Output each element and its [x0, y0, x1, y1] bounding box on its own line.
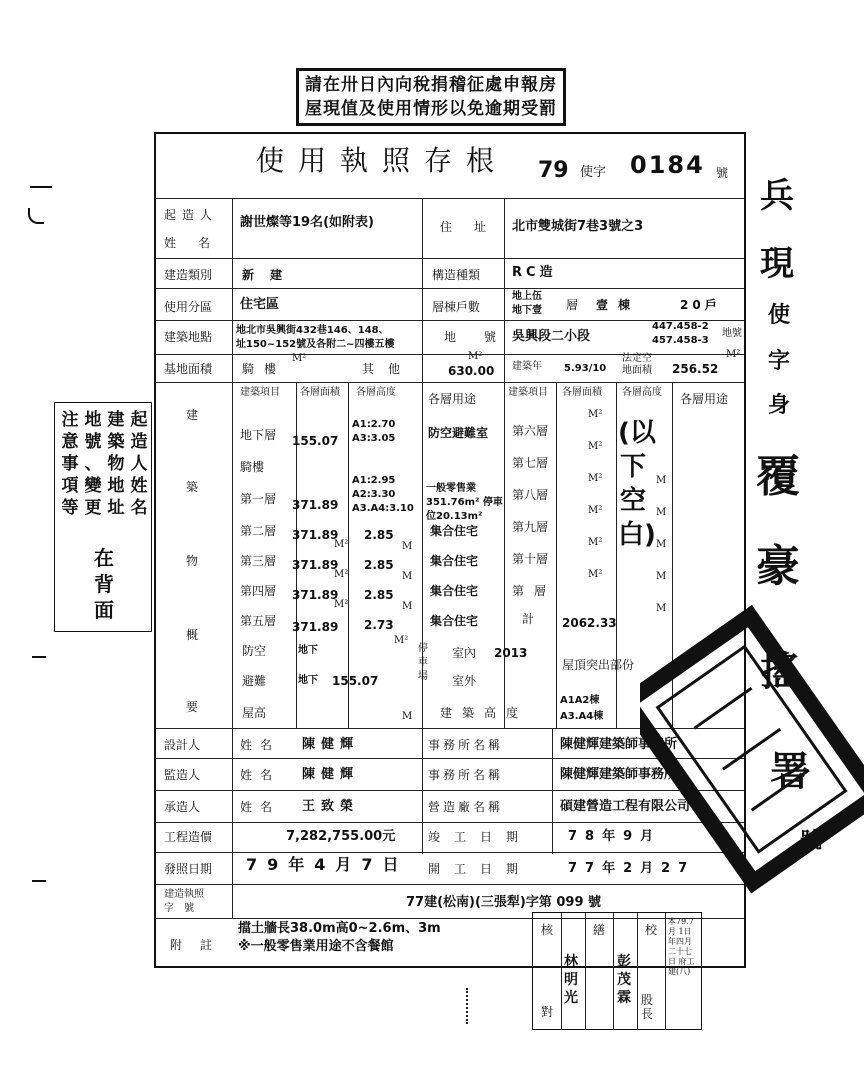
head-area-right: 各層面積 [562, 387, 602, 398]
blank-mark: (以下空白) [618, 418, 656, 550]
side-label-3: 物 [186, 554, 199, 568]
head-item: 建築項目 [240, 387, 280, 398]
remarks-line-2: ※一般零售業用途不含餐館 [238, 939, 394, 954]
margin-mark [30, 186, 52, 188]
side-label-1: 建 [186, 408, 199, 422]
build-type-value: 新建 [242, 268, 299, 282]
other-unit: M² [468, 351, 483, 362]
arcade-unit: M² [292, 353, 307, 364]
margin-mark [28, 208, 44, 224]
head-use-right: 各層用途 [680, 392, 729, 406]
approval-name-2: 彭茂霖 [617, 954, 631, 1006]
contractor-firm: 碩建營造工程有限公司 [560, 799, 691, 814]
designer-office: 陳健輝建築師事務所 [560, 737, 678, 752]
start-label: 開工日期 [428, 862, 533, 876]
supervisor-label: 監造人 [164, 768, 201, 782]
unit-m: M [402, 711, 413, 722]
permit-label-2: 字號 [164, 903, 204, 914]
floors-hu: 20戶 [680, 298, 721, 312]
cost-label: 工程造價 [164, 830, 213, 844]
designer-office-label: 事務所名稱 [428, 738, 504, 752]
site-line-1: 地北市吳興街432巷146、148、 [236, 325, 389, 336]
approval-block [532, 912, 702, 1030]
supervisor-name: 陳健輝 [302, 767, 360, 782]
scan-mark [466, 988, 470, 1024]
stamp-line-2: 屋現值及使用情形以免逾期受罰 [305, 99, 557, 119]
floors-below: 地下壹 [512, 305, 542, 316]
contractor-firm-label: 營造廠名稱 [428, 800, 504, 814]
note-bottom: 在 背 面 [94, 546, 114, 622]
unit-m: M [656, 539, 667, 550]
permit-ref: 77建(松南)(三張犁)字第 099 號 [406, 895, 602, 910]
stamp-line-1: 請在卅日內向稅捐稽征處申報房 [305, 75, 557, 95]
right-row-7: 第七層 [512, 456, 549, 470]
unit-m2: M² [334, 539, 349, 550]
unit-m: M [656, 603, 667, 614]
total-value: 2062.33 [562, 616, 617, 630]
shelter-2: 地下 [298, 675, 318, 686]
head-height-right: 各層高度 [622, 387, 662, 398]
parking-in-value: 2013 [494, 646, 528, 660]
roof-row-label: 屋高 [242, 706, 267, 720]
area-label: 基地面積 [164, 362, 213, 376]
unit-m2: M² [588, 537, 603, 548]
lot-numbers-2: 457.458-3 [652, 335, 709, 346]
side-label-5: 要 [186, 700, 199, 714]
height-value-1: A1A2棟 [560, 695, 600, 706]
unit-m: M [656, 571, 667, 582]
designer-name-label: 姓名 [240, 738, 281, 752]
zone-label: 使用分區 [164, 300, 213, 314]
contractor-label: 承造人 [164, 800, 201, 814]
head-area: 各層面積 [300, 387, 340, 398]
approval-guzhang: 股長 [641, 993, 654, 1021]
margin-mark [32, 656, 46, 658]
completion-value: 78年9月 [568, 829, 662, 844]
unit-m: M [402, 601, 413, 612]
right-row-10: 第十層 [512, 552, 549, 566]
owner-value: 謝世燦等19名(如附表) [240, 215, 374, 230]
owner-label-1: 起造人 [164, 208, 219, 222]
legal-open-label-1: 法定空 [622, 353, 652, 364]
unit-m: M [656, 475, 667, 486]
parking-in-label: 室內 [452, 646, 477, 660]
height-label: 建築高度 [440, 706, 529, 720]
shelter-label-b: 避難 [242, 674, 267, 688]
head-height: 各層高度 [356, 387, 396, 398]
unit-m2: M² [588, 441, 603, 452]
issue-value: 79年4月7日 [246, 855, 409, 874]
legal-open-value: 256.52 [672, 362, 719, 376]
build-type-label: 建造類別 [164, 268, 213, 282]
right-row-9: 第九層 [512, 520, 549, 534]
supervisor-office-label: 事務所名稱 [428, 768, 504, 782]
address-value: 北市雙城街7巷3號之3 [512, 219, 644, 234]
start-value: 77年2月27 [568, 861, 696, 876]
other-value: 630.00 [448, 364, 495, 378]
approval-shan: 繕 [593, 923, 606, 937]
unit-m2: M² [334, 599, 349, 610]
note-col-2: 建 築 物 地 址 [107, 410, 125, 518]
back-side-note [54, 402, 152, 632]
unit-m2: M² [588, 569, 603, 580]
head-use: 各層用途 [428, 392, 477, 406]
floors-dong: 壹棟 [596, 298, 641, 312]
official-seal [640, 590, 864, 920]
height-value-2: A3.A4棟 [560, 711, 604, 722]
permit-char: 使字 [580, 165, 607, 180]
unit-m2: M² [588, 409, 603, 420]
supervisor-name-label: 姓名 [240, 768, 281, 782]
lot-numbers-1: 447.458-2 [652, 321, 709, 332]
tax-notice-stamp [296, 68, 566, 126]
approval-small-stamp: 本79.7月 1日 年四月二十七日 府工建(八) [668, 917, 695, 976]
right-row-8: 第八層 [512, 488, 549, 502]
unit-m2: M² [588, 473, 603, 484]
structure-label: 構造種類 [432, 268, 481, 282]
permit-label-1: 建造執照 [164, 889, 204, 900]
unit-m2: M² [334, 569, 349, 580]
floors-above: 地上伍 [512, 291, 542, 302]
unit-m: M [402, 571, 413, 582]
parking-out-label: 室外 [452, 674, 477, 688]
side-label-2: 築 [186, 480, 199, 494]
permit-suffix: 號 [716, 166, 729, 180]
total-label: 計 [522, 612, 535, 626]
roof-projection-label: 屋頂突出部份 [562, 658, 635, 672]
build-year-label: 建築年 [512, 361, 542, 372]
unit-m: M [402, 541, 413, 552]
supervisor-office: 陳健輝建築師事務所 [560, 767, 678, 782]
contractor-name: 王致榮 [302, 799, 360, 814]
shelter-label-a: 防空 [242, 644, 267, 658]
unit-m: M [656, 507, 667, 518]
note-col-1: 起 造 人 姓 名 [130, 410, 148, 518]
floors-ceng: 層 [566, 298, 579, 312]
arcade-label: 騎樓 [242, 362, 287, 376]
cost-value: 7,282,755.00元 [286, 829, 396, 844]
completion-label: 竣工日期 [428, 830, 533, 844]
approval-he: 核 [541, 923, 554, 937]
legal-open-unit: M² [726, 349, 741, 360]
lot-hao: 地號 [722, 328, 742, 339]
lot-label: 地號 [444, 330, 525, 344]
contractor-name-label: 姓名 [240, 800, 281, 814]
lot-value: 吳興段二小段 [512, 329, 591, 344]
margin-mark [32, 880, 46, 882]
structure-value: RC造 [512, 265, 557, 280]
site-label: 建築地點 [164, 330, 213, 344]
legal-open-label-2: 地面積 [622, 365, 652, 376]
right-row-extra: 第層 [512, 584, 557, 598]
form-title: 使用執照存根 [256, 144, 509, 177]
zone-value: 住宅區 [240, 297, 280, 312]
approval-jiao: 校 [645, 923, 658, 937]
permit-year: 79 [538, 158, 569, 183]
permit-stub-form: 使用執照存根 79 使字 0184 號 起造人 姓名 謝世燦等19名(如附表) 住址 北市雙城街7巷3號之3 建造類別 新建 構造種類 RC造 使用分區 住宅區 層棟戶數 地上伍 地下壹 層 壹棟 20戶 建築地點 地北市吳興街432巷146、148、 址150~152號及各附二~四樓五樓 地號 吳興段二小段 447.458-2 457.458-3 地號 基地面積 騎樓 M² 其他 630.00 M² 建築年 5.93/10 法定空 地面積 256.52 M² 建 築 物 概 要 建築項目 各層面積 各層高度 各層用途 建築項目 各層面積 各層高度 各層用途 地下層 155.07 A1:2.70 A3:3.05 防空避難室 騎樓 第一層 371.89 A1:2.95 A2:3.30 A3.A4:3.10 一般零售業351.76m² 停車位20.13m² 第二層 371.89 2.85 集合住宅 第三層 371.89 2.85 集合住宅 第四層 371.89 2.85 集合住宅 第五層 371.89 2.73 集合住宅 M² M² M² M M M 防空 避難 地下 地下 155.07 M² 屋高 M 停車場 室內 2013 室外 建築高度 A1A2棟 A3.A4棟 屋頂突出部份 第六層 第七層 第八層 第九層 第十層 第層 計 2062.33 M² M² M² M² M² M² M M M M M (以下空白) 設計人 姓名 陳健輝 事務所名稱 陳健輝建築師事務所 監造人 姓名 陳健輝 事務所名稱 陳健輝建築師事務所 承造人 姓名 王致榮 營造廠名稱 碩建營造工程有限公司 工程造價 7,282,755.00元 竣工日期 78年9月 發照日期 79年4月7日 開工日期 77年2月27 建造執照 字號 77建(松南)(三張犁)字第 099 號 附註 擋土牆長38.0m高0~2.6m、3m ※一般零售業用途不含餐館 [154, 132, 746, 968]
approval-name-1: 林明光 [564, 954, 578, 1006]
other-label: 其他 [362, 362, 415, 376]
unit-m2: M² [588, 505, 603, 516]
site-line-2: 址150~152號及各附二~四樓五樓 [236, 339, 395, 350]
shelter-2-value: 155.07 [332, 674, 379, 688]
approval-dui: 對 [541, 1005, 554, 1019]
remarks-line-1: 擋土牆長38.0m高0~2.6m、3m [238, 921, 441, 936]
note-col-3: 地 號 、 變 更 [84, 410, 102, 518]
shelter-1: 地下 [298, 645, 318, 656]
unit-m2: M² [394, 635, 409, 646]
designer-label: 設計人 [164, 738, 201, 752]
side-label-4: 概 [186, 628, 199, 642]
permit-number: 0184 [630, 151, 705, 179]
head-item-right: 建築項目 [508, 387, 548, 398]
right-row-6: 第六層 [512, 424, 549, 438]
remarks-label: 附註 [170, 938, 231, 952]
parking-label: 停車場 [418, 643, 428, 682]
address-label: 住址 [440, 220, 509, 234]
floors-label: 層棟戶數 [432, 300, 481, 314]
designer-name: 陳健輝 [302, 737, 360, 752]
issue-label: 發照日期 [164, 862, 213, 876]
note-col-4: 注 意 事 項 等 [61, 410, 79, 518]
build-year-value: 5.93/10 [564, 363, 607, 374]
owner-label-2: 姓名 [164, 236, 233, 250]
